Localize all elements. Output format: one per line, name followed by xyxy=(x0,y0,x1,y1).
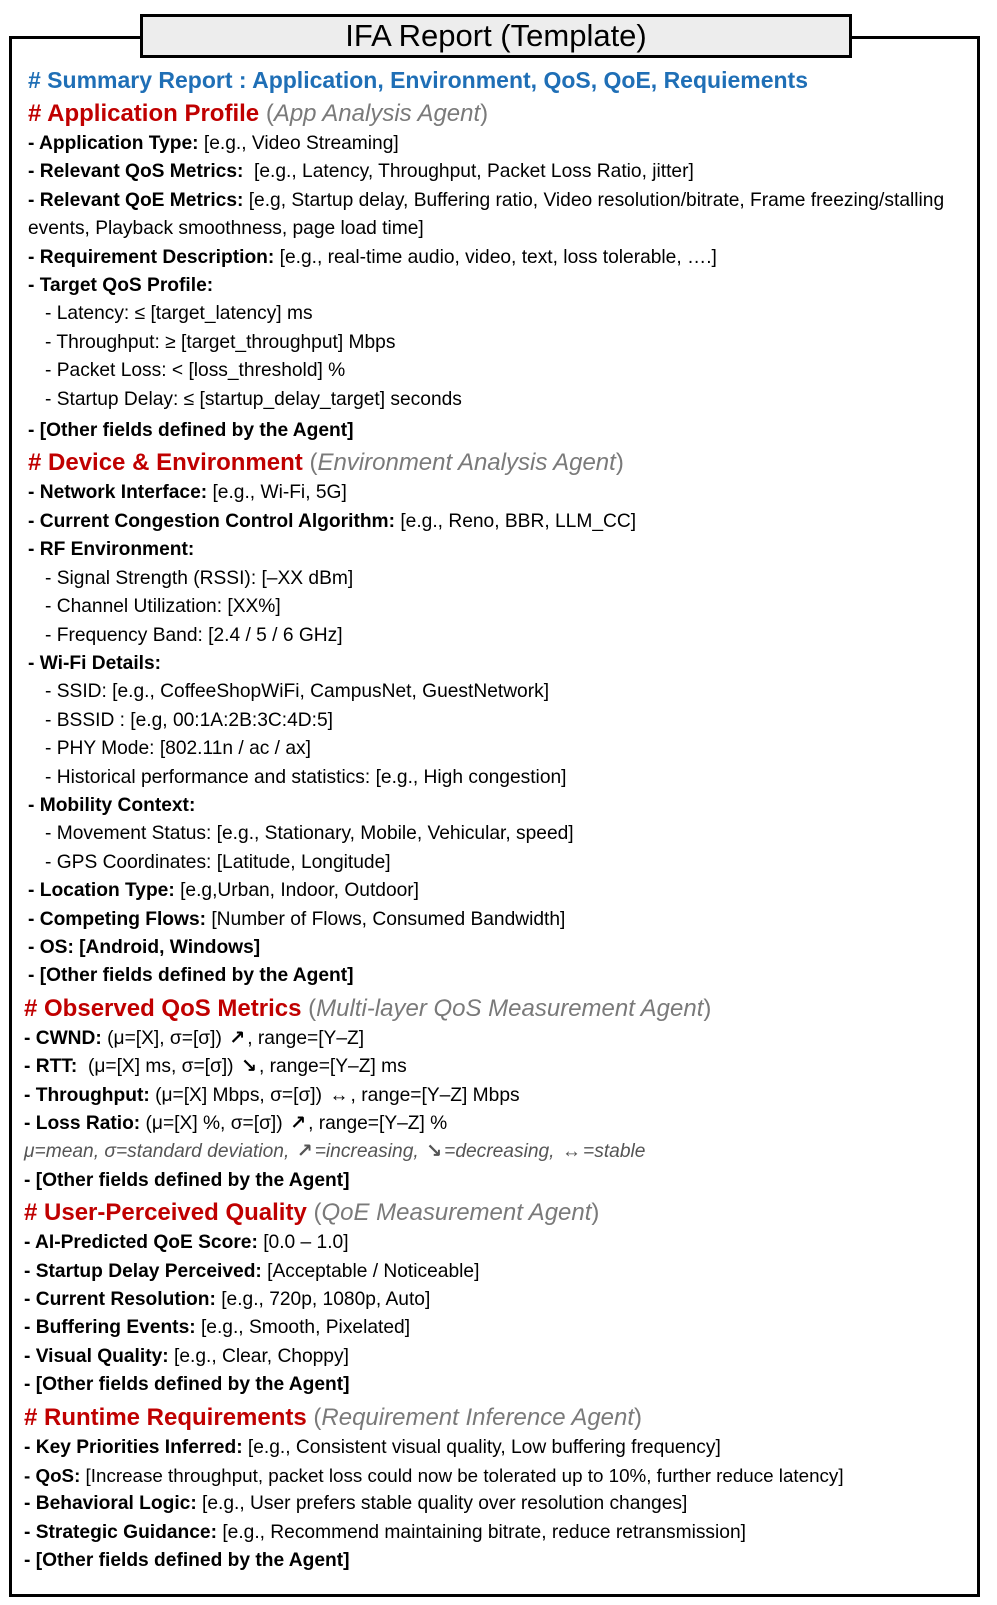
metric-throughput: - Throughput: (μ=[X] Mbps, σ=[σ]) ↔ , range=[Y–Z] Mbps xyxy=(24,1082,976,1110)
target-startup-delay: - Startup Delay: ≤ [startup_delay_target] seconds xyxy=(45,388,462,410)
section-runtime-requirements: # Runtime Requirements (Requirement Inference Agent) xyxy=(24,1403,643,1431)
field-relevant-qoe-metrics: - Relevant QoE Metrics: [e.g, Startup delay, Buffering ratio, Video resolution/bitrate, Frame freezing/stalling events, Playback smoothness, page load time] xyxy=(28,189,945,240)
field-wifi-details: - Wi-Fi Details: xyxy=(28,652,162,674)
field-network-interface: - Network Interface: [e.g., Wi-Fi, 5G] xyxy=(28,482,347,504)
section-observed-qos-metrics: # Observed QoS Metrics (Multi-layer QoS Measurement Agent) xyxy=(24,994,712,1022)
target-latency: - Latency: ≤ [target_latency] ms xyxy=(45,303,313,325)
rf-channel-utilization: - Channel Utilization: [XX%] xyxy=(45,596,281,618)
field-qoe-score: - AI-Predicted QoE Score: [0.0 – 1.0] xyxy=(24,1232,349,1254)
target-packet-loss: - Packet Loss: < [loss_threshold] % xyxy=(45,360,346,382)
agent-name: Environment Analysis Agent xyxy=(317,449,616,477)
target-throughput: - Throughput: ≥ [target_throughput] Mbps xyxy=(45,331,396,353)
other-fields: - [Other fields defined by the Agent] xyxy=(24,1550,350,1572)
summary-heading: # Summary Report : Application, Environment, QoS, QoE, Requiements xyxy=(28,67,808,93)
field-buffering-events: - Buffering Events: [e.g., Smooth, Pixelated] xyxy=(24,1317,411,1339)
increasing-arrow-icon: ↗ xyxy=(289,1113,307,1134)
section-application-profile: # Application Profile (App Analysis Agent) xyxy=(28,100,489,127)
field-requirement-description: - Requirement Description: [e.g., real-time audio, video, text, loss tolerable, ….] xyxy=(28,246,717,268)
section-title: # Runtime Requirements xyxy=(24,1403,307,1431)
stable-arrow-icon: ↔ xyxy=(561,1141,582,1163)
report-content xyxy=(24,64,976,1576)
agent-name: Multi-layer QoS Measurement Agent xyxy=(316,994,704,1022)
section-title: # Application Profile xyxy=(28,100,260,127)
decreasing-arrow-icon: ↘ xyxy=(240,1056,257,1078)
section-user-perceived-quality: # User-Perceived Quality (QoE Measurement Agent) xyxy=(24,1199,600,1227)
field-competing-flows: - Competing Flows: [Number of Flows, Consumed Bandwidth] xyxy=(28,908,566,930)
rf-frequency-band: - Frequency Band: [2.4 / 5 / 6 GHz] xyxy=(45,624,343,646)
field-location-type: - Location Type: [e.g,Urban, Indoor, Outdoor] xyxy=(28,880,420,902)
wifi-bssid: - BSSID : [e.g, 00:1A:2B:3C:4D:5] xyxy=(45,709,333,731)
report-title: IFA Report (Template) xyxy=(140,14,852,58)
field-rf-environment: - RF Environment: xyxy=(28,539,195,561)
section-title: # User-Perceived Quality xyxy=(24,1199,307,1227)
metric-loss-ratio: - Loss Ratio: (μ=[X] %, σ=[σ]) ↗ , range=[Y–Z] % xyxy=(24,1110,976,1138)
section-title: # Device & Environment xyxy=(28,449,303,477)
agent-name: App Analysis Agent xyxy=(273,100,481,127)
metric-rtt: - RTT: (μ=[X] ms, σ=[σ]) ↘ , range=[Y–Z] ms xyxy=(24,1053,976,1081)
other-fields: - [Other fields defined by the Agent] xyxy=(28,420,354,442)
wifi-phy-mode: - PHY Mode: [802.11n / ac / ax] xyxy=(45,738,311,760)
section-title: # Observed QoS Metrics xyxy=(24,994,302,1022)
wifi-ssid: - SSID: [e.g., CoffeeShopWiFi, CampusNet, GuestNetwork] xyxy=(45,681,550,703)
field-key-priorities: - Key Priorities Inferred: [e.g., Consistent visual quality, Low buffering frequency] xyxy=(24,1436,721,1458)
mobility-gps-coordinates: - GPS Coordinates: [Latitude, Longitude] xyxy=(45,851,391,873)
field-application-type: - Application Type: [e.g., Video Streaming] xyxy=(28,133,399,154)
agent-name: QoE Measurement Agent xyxy=(321,1199,592,1227)
field-current-resolution: - Current Resolution: [e.g., 720p, 1080p, Auto] xyxy=(24,1289,431,1311)
other-fields: - [Other fields defined by the Agent] xyxy=(28,965,354,987)
field-target-qos-profile: - Target QoS Profile: xyxy=(28,275,214,297)
field-qos-requirement: - QoS: [Increase throughput, packet loss could now be tolerated up to 10%, further reduce latency] xyxy=(24,1465,844,1487)
increasing-arrow-icon: ↗ xyxy=(296,1141,313,1163)
stable-arrow-icon: ↔ xyxy=(329,1084,349,1106)
field-mobility-context: - Mobility Context: xyxy=(28,794,196,816)
field-behavioral-logic: - Behavioral Logic: [e.g., User prefers stable quality over resolution changes] xyxy=(24,1493,688,1515)
field-os: - OS: [Android, Windows] xyxy=(28,936,261,958)
other-fields: - [Other fields defined by the Agent] xyxy=(24,1374,350,1396)
section-device-environment: # Device & Environment (Environment Analysis Agent) xyxy=(28,449,624,477)
field-congestion-control: - Current Congestion Control Algorithm: [e.g., Reno, BBR, LLM_CC] xyxy=(28,510,637,532)
decreasing-arrow-icon: ↘ xyxy=(426,1141,443,1163)
other-fields: - [Other fields defined by the Agent] xyxy=(24,1169,350,1191)
metric-cwnd: - CWND: (μ=[X], σ=[σ]) ↗ , range=[Y–Z] xyxy=(24,1025,976,1053)
field-strategic-guidance: - Strategic Guidance: [e.g., Recommend maintaining bitrate, reduce retransmission] xyxy=(24,1521,746,1543)
agent-name: Requirement Inference Agent xyxy=(321,1403,635,1431)
increasing-arrow-icon: ↗ xyxy=(229,1027,246,1049)
rf-signal-strength: - Signal Strength (RSSI): [–XX dBm] xyxy=(45,567,354,589)
field-visual-quality: - Visual Quality: [e.g., Clear, Choppy] xyxy=(24,1345,349,1367)
metrics-legend: μ=mean, σ=standard deviation, ↗ =increasing, ↘ =decreasing, ↔ =stable xyxy=(24,1138,976,1166)
field-startup-delay-perceived: - Startup Delay Perceived: [Acceptable / Noticeable] xyxy=(24,1260,480,1282)
field-relevant-qos-metrics: - Relevant QoS Metrics: [e.g., Latency, Throughput, Packet Loss Ratio, jitter] xyxy=(28,161,694,183)
mobility-movement-status: - Movement Status: [e.g., Stationary, Mobile, Vehicular, speed] xyxy=(45,823,574,845)
wifi-historical-performance: - Historical performance and statistics: [e.g., High congestion] xyxy=(45,766,567,788)
